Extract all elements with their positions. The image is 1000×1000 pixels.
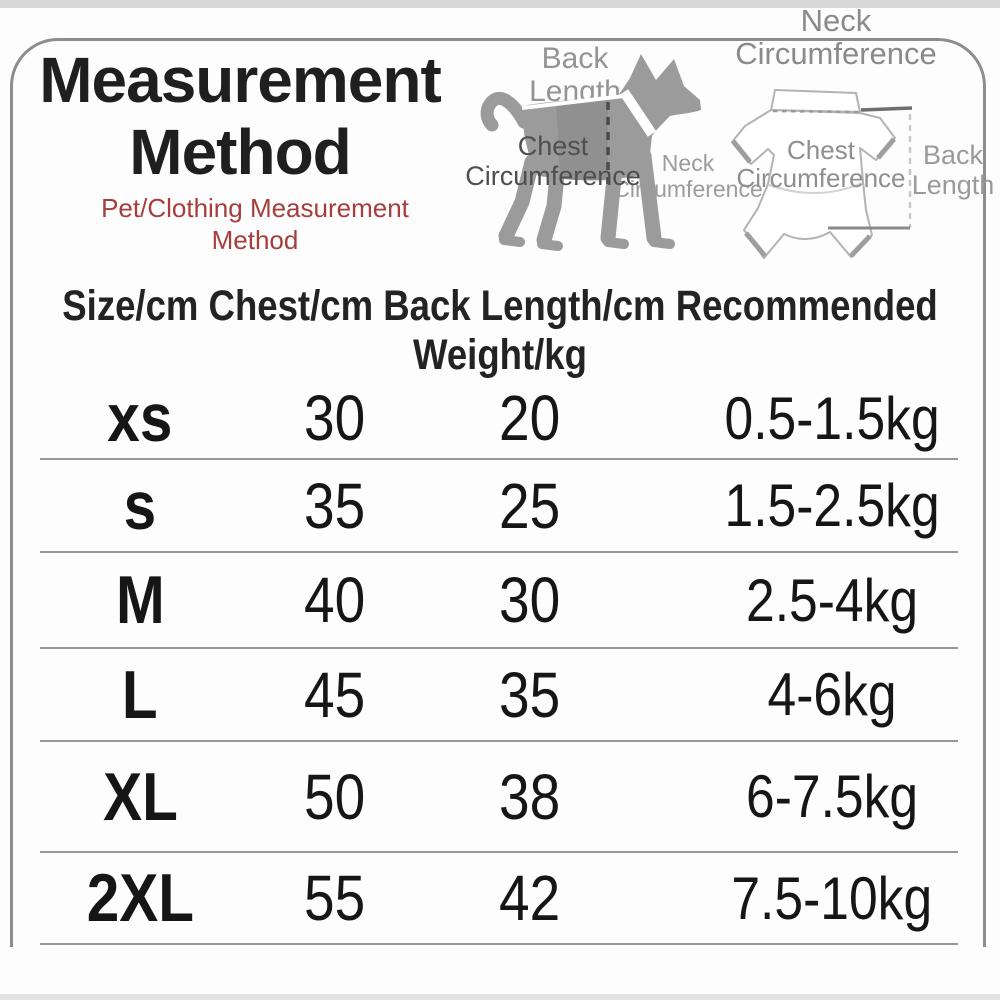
size-cell: M bbox=[115, 562, 165, 638]
size-cell: 2XL bbox=[86, 860, 194, 936]
chest-cell: 45 bbox=[304, 658, 366, 731]
size-table-header-line2: Weight/kg bbox=[413, 331, 587, 379]
size-table bbox=[40, 378, 958, 945]
weight-cell: 1.5-2.5kg bbox=[724, 472, 940, 539]
weight-cell: 0.5-1.5kg bbox=[724, 384, 940, 452]
chest-cell: 55 bbox=[304, 862, 366, 934]
garment-chest-circumference-label: Chest Circumference bbox=[736, 135, 906, 193]
chest-cell: 30 bbox=[304, 382, 366, 454]
table-row-2xl bbox=[40, 853, 958, 945]
table-row-xs bbox=[40, 378, 958, 460]
weight-cell: 6-7.5kg bbox=[745, 763, 919, 830]
table-row-l bbox=[40, 649, 958, 742]
dog-neck-circumference-label: Neck Circumference bbox=[613, 150, 763, 202]
garment-neck-circumference-label: Neck Circumference bbox=[735, 3, 937, 71]
back-length-cell: 42 bbox=[499, 862, 561, 934]
table-row-xl bbox=[40, 742, 958, 853]
weight-cell: 2.5-4kg bbox=[745, 566, 919, 634]
size-cell: s bbox=[123, 467, 157, 544]
garment-back-length-label: Back Length bbox=[911, 140, 995, 200]
table-row-s bbox=[40, 460, 958, 553]
size-cell: XL bbox=[102, 758, 178, 835]
page-subtitle: Pet/Clothing Measurement Method bbox=[101, 193, 409, 255]
chest-cell: 50 bbox=[304, 760, 366, 833]
bottom-edge-strip bbox=[0, 994, 1000, 1000]
weight-cell: 4-6kg bbox=[767, 661, 897, 728]
chest-cell: 40 bbox=[304, 564, 366, 636]
dog-back-length-label: Back Length bbox=[529, 42, 621, 108]
size-cell: xs bbox=[107, 380, 173, 456]
dog-chest-circumference-label: Chest Circumference bbox=[465, 131, 641, 191]
chest-cell: 35 bbox=[304, 469, 366, 542]
size-table-header-line1: Size/cm Chest/cm Back Length/cm Recommended bbox=[62, 282, 938, 330]
size-table-header bbox=[62, 282, 937, 380]
weight-cell: 7.5-10kg bbox=[731, 864, 933, 932]
back-length-cell: 38 bbox=[499, 760, 561, 833]
back-length-cell: 35 bbox=[499, 658, 561, 731]
table-row-m bbox=[40, 553, 958, 649]
back-length-cell: 30 bbox=[499, 564, 561, 636]
size-cell: L bbox=[122, 656, 158, 733]
back-length-cell: 20 bbox=[499, 382, 561, 454]
back-length-cell: 25 bbox=[499, 469, 561, 542]
page-title: Measurement Method bbox=[39, 44, 441, 188]
